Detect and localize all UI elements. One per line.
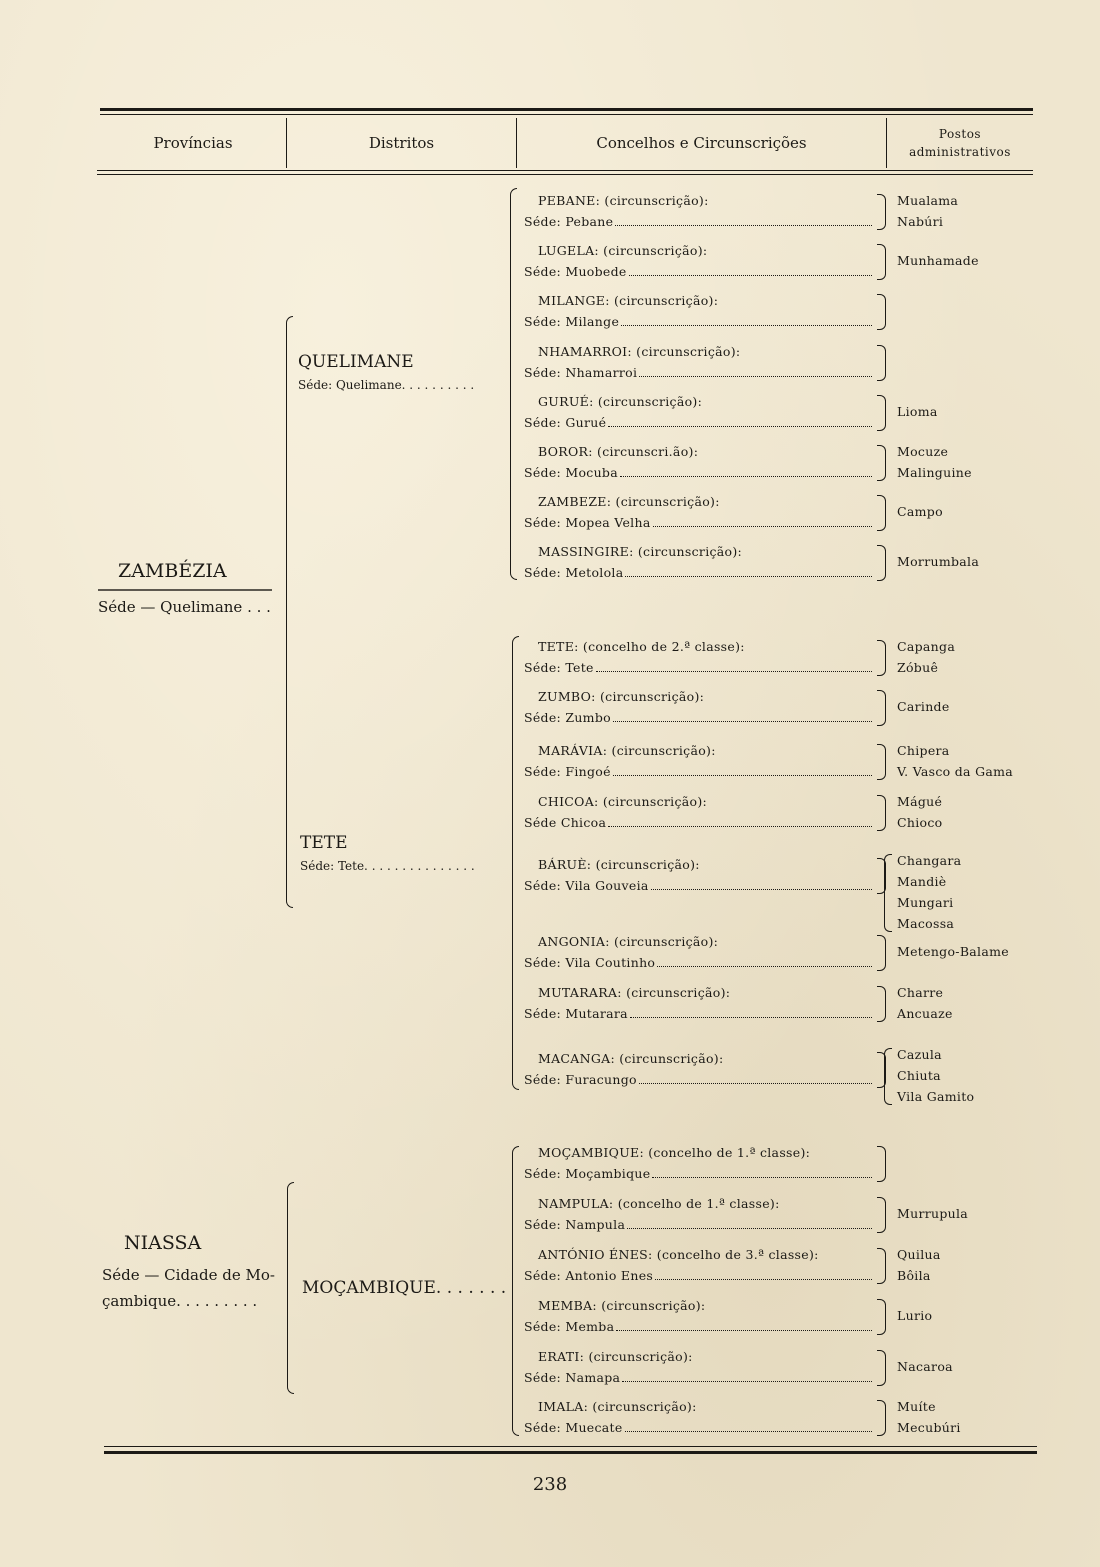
- district-tete-sede: Séde: Tete. . . . . . . . . . . . . . .: [300, 859, 475, 873]
- concelho-title: ZUMBO: (circunscrição):: [538, 689, 705, 704]
- bottom-rule-thin: [104, 1446, 1037, 1447]
- posto-administrativo: Vila Gamito: [897, 1089, 975, 1104]
- concelho-title: IMALA: (circunscrição):: [538, 1399, 697, 1414]
- page-number: 238: [532, 1474, 568, 1495]
- posto-administrativo: Mocuze: [897, 444, 949, 459]
- concelho-entry: [524, 1048, 874, 1090]
- posto-administrativo: Mandiè: [897, 874, 947, 889]
- entry-brace: [877, 986, 886, 1022]
- concelho-title: MARÁVIA: (circunscrição):: [538, 743, 716, 758]
- concelho-entry: [524, 341, 874, 383]
- concelho-entry: [524, 636, 874, 678]
- concelho-sede-line: [524, 875, 874, 896]
- posto-administrativo: Chipera: [897, 743, 950, 758]
- posto-administrativo: Zóbuê: [897, 660, 939, 675]
- concelho-title: BOROR: (circunscri.ão):: [538, 444, 699, 459]
- concelho-sede-line: [524, 462, 874, 483]
- concelho-entry: [524, 541, 874, 583]
- entry-brace: [877, 640, 886, 676]
- concelho-entry: [524, 491, 874, 533]
- concelho-sede: Séde: Metolola: [524, 565, 624, 580]
- entry-brace: [877, 294, 886, 330]
- posto-administrativo: Campo: [897, 504, 943, 519]
- concelho-entry: [524, 854, 874, 896]
- leader-dots: [639, 1069, 872, 1084]
- header-concelhos: Concelhos e Circunscrições: [596, 134, 807, 152]
- concelho-sede-line: [524, 512, 874, 533]
- header-provincias: Províncias: [153, 134, 233, 152]
- concelho-entry: [524, 982, 874, 1024]
- leader-dots: [608, 412, 872, 427]
- header-postos-line2: administrativos: [909, 145, 1011, 159]
- concelho-title: CHICOA: (circunscrição):: [538, 794, 708, 809]
- postos-brace: [884, 1048, 892, 1105]
- concelho-sede-line: [524, 707, 874, 728]
- header-bottom-rule-2: [97, 174, 1033, 175]
- concelho-sede-line: [524, 1265, 874, 1286]
- concelho-title: MILANGE: (circunscrição):: [538, 293, 719, 308]
- entry-brace: [877, 194, 886, 230]
- posto-administrativo: Chioco: [897, 815, 943, 830]
- posto-administrativo: Charre: [897, 985, 944, 1000]
- district-tete-name: TETE: [300, 833, 348, 853]
- concelho-sede: Séde: Milange: [524, 314, 620, 329]
- concelho-sede: Séde: Namapa: [524, 1370, 621, 1385]
- header-divider-2: [516, 118, 517, 168]
- leader-dots: [651, 875, 872, 890]
- province-niassa-sede-line1: Séde — Cidade de Mo-: [102, 1266, 275, 1284]
- concelho-title: TETE: (concelho de 2.ª classe):: [538, 639, 745, 654]
- entry-brace: [877, 395, 886, 431]
- concelho-sede: Séde: Memba: [524, 1319, 615, 1334]
- leader-dots: [596, 657, 872, 672]
- leader-dots: [621, 311, 872, 326]
- top-rule-thin: [100, 114, 1033, 115]
- concelho-title: ANGONIA: (circunscrição):: [538, 934, 719, 949]
- concelho-sede: Séde: Antonio Enes: [524, 1268, 654, 1283]
- posto-administrativo: Nabúri: [897, 214, 944, 229]
- concelho-sede-line: [524, 362, 874, 383]
- posto-administrativo: Mungari: [897, 895, 954, 910]
- concelho-sede-line: [524, 952, 874, 973]
- concelho-sede-line: [524, 1316, 874, 1337]
- header-bottom-rule-1: [97, 170, 1033, 171]
- concelho-sede-line: [524, 1163, 874, 1184]
- concelho-entry: [524, 240, 874, 282]
- concelho-sede-line: [524, 211, 874, 232]
- concelho-sede-line: [524, 761, 874, 782]
- leader-dots: [622, 1367, 872, 1382]
- concelho-sede: Séde: Mutarara: [524, 1006, 628, 1021]
- concelho-entry: [524, 931, 874, 973]
- concelho-title: BÁRUÈ: (circunscrição):: [538, 857, 700, 872]
- concelho-sede: Séde: Nampula: [524, 1217, 626, 1232]
- concelho-sede: Séde: Mopea Velha: [524, 515, 651, 530]
- concelho-title: MACANGA: (circunscrição):: [538, 1051, 724, 1066]
- concelho-entry: [524, 441, 874, 483]
- concelho-sede-line: [524, 812, 874, 833]
- leader-dots: [613, 761, 872, 776]
- concelho-sede-line: [524, 1069, 874, 1090]
- tete-brace: [512, 636, 519, 1090]
- posto-administrativo: Muíte: [897, 1399, 936, 1414]
- concelho-sede: Séde: Nhamarroi: [524, 365, 638, 380]
- concelho-sede: Séde: Muobede: [524, 264, 627, 279]
- concelho-title: GURUÉ: (circunscrição):: [538, 394, 703, 409]
- posto-administrativo: Macossa: [897, 916, 955, 931]
- concelho-sede-line: [524, 1367, 874, 1388]
- entry-brace: [877, 345, 886, 381]
- posto-administrativo: Capanga: [897, 639, 956, 654]
- concelho-entry: [524, 686, 874, 728]
- concelho-sede: Séde: Gurué: [524, 415, 607, 430]
- leader-dots: [616, 1316, 872, 1331]
- posto-administrativo: Changara: [897, 853, 962, 868]
- leader-dots: [629, 261, 872, 276]
- concelho-title: MASSINGIRE: (circunscrição):: [538, 544, 743, 559]
- concelho-sede-line: [524, 657, 874, 678]
- concelho-title: ERATI: (circunscrição):: [538, 1349, 693, 1364]
- concelho-title: NAMPULA: (concelho de 1.ª classe):: [538, 1196, 780, 1211]
- entry-brace: [877, 1400, 886, 1436]
- top-rule-thick: [100, 108, 1033, 111]
- leader-dots: [652, 1163, 872, 1178]
- province-zambezia-sede: Séde — Quelimane . . .: [98, 598, 271, 616]
- postos-brace: [884, 854, 892, 932]
- entry-brace: [877, 545, 886, 581]
- quelimane-brace: [510, 188, 517, 580]
- header-postos: [887, 120, 1033, 166]
- concelho-entry: [524, 391, 874, 433]
- entry-brace: [877, 744, 886, 780]
- header-postos-line1: Postos: [938, 127, 982, 141]
- posto-administrativo: Carinde: [897, 699, 950, 714]
- posto-administrativo: Malinguine: [897, 465, 972, 480]
- header-divider-3: [886, 118, 887, 168]
- province-zambezia: [118, 560, 227, 582]
- leader-dots: [657, 952, 872, 967]
- province-zambezia-name: ZAMBÉZIA: [118, 560, 227, 582]
- leader-dots: [630, 1003, 872, 1018]
- concelho-sede: Séde: Vila Gouveia: [524, 878, 649, 893]
- posto-administrativo: Lurio: [897, 1308, 933, 1323]
- district-mocambique-name: MOÇAMBIQUE. . . . . . .: [302, 1278, 507, 1298]
- entry-brace: [877, 1299, 886, 1335]
- concelho-sede: Séde: Moçambique: [524, 1166, 651, 1181]
- posto-administrativo: V. Vasco da Gama: [897, 764, 1014, 779]
- entry-brace: [877, 795, 886, 831]
- concelho-title: MEMBA: (circunscrição):: [538, 1298, 706, 1313]
- concelho-sede-line: [524, 412, 874, 433]
- zambezia-brace: [286, 316, 293, 908]
- district-quelimane: [298, 352, 474, 392]
- concelho-entry: [524, 791, 874, 833]
- concelho-title: PEBANE: (circunscrição):: [538, 193, 709, 208]
- concelho-entry: [524, 740, 874, 782]
- concelho-sede: Séde: Tete: [524, 660, 594, 675]
- concelho-entry: [524, 1396, 874, 1438]
- posto-administrativo: Mágué: [897, 794, 943, 809]
- mocambique-brace: [512, 1146, 519, 1436]
- posto-administrativo: Nacaroa: [897, 1359, 953, 1374]
- concelho-entry: [524, 1346, 874, 1388]
- concelho-sede-line: [524, 311, 874, 332]
- posto-administrativo: Cazula: [897, 1047, 942, 1062]
- concelho-sede: Séde: Fingoé: [524, 764, 611, 779]
- posto-administrativo: Munhamade: [897, 253, 979, 268]
- concelho-sede: Séde: Pebane: [524, 214, 614, 229]
- posto-administrativo: Lioma: [897, 404, 938, 419]
- zambezia-underline: [98, 589, 272, 591]
- posto-administrativo: Chiuta: [897, 1068, 941, 1083]
- posto-administrativo: Quilua: [897, 1247, 941, 1262]
- province-niassa: NIASSA: [124, 1232, 202, 1254]
- district-quelimane-sede: Séde: Quelimane. . . . . . . . . .: [298, 378, 475, 392]
- leader-dots: [625, 562, 872, 577]
- leader-dots: [625, 1417, 872, 1432]
- entry-brace: [877, 1248, 886, 1284]
- leader-dots: [655, 1265, 872, 1280]
- concelho-sede-line: [524, 1003, 874, 1024]
- posto-administrativo: Metengo-Balame: [897, 944, 1009, 959]
- bottom-rule-thick: [104, 1451, 1037, 1454]
- concelho-title: NHAMARROI: (circunscrição):: [538, 344, 741, 359]
- leader-dots: [620, 462, 872, 477]
- posto-administrativo: Bôila: [897, 1268, 931, 1283]
- concelho-sede: Séde: Furacungo: [524, 1072, 637, 1087]
- posto-administrativo: Murrupula: [897, 1206, 969, 1221]
- concelho-sede-line: [524, 261, 874, 282]
- concelho-entry: [524, 290, 874, 332]
- concelho-title: MOÇAMBIQUE: (concelho de 1.ª classe):: [538, 1145, 811, 1160]
- entry-brace: [877, 935, 886, 971]
- province-niassa-sede-line2: çambique. . . . . . . . .: [102, 1292, 258, 1310]
- concelho-entry: [524, 1193, 874, 1235]
- concelho-sede: Séde: Muecate: [524, 1420, 623, 1435]
- posto-administrativo: Ancuaze: [897, 1006, 953, 1021]
- entry-brace: [877, 690, 886, 726]
- leader-dots: [639, 362, 872, 377]
- posto-administrativo: Mecubúri: [897, 1420, 961, 1435]
- concelho-title: ANTÓNIO ÉNES: (concelho de 3.ª classe):: [538, 1247, 819, 1262]
- leader-dots: [653, 512, 872, 527]
- concelho-title: LUGELA: (circunscrição):: [538, 243, 708, 258]
- concelho-sede-line: [524, 1417, 874, 1438]
- concelho-sede-line: [524, 562, 874, 583]
- entry-brace: [877, 1350, 886, 1386]
- district-mocambique: [302, 1278, 506, 1298]
- entry-brace: [877, 445, 886, 481]
- concelho-title: ZAMBEZE: (circunscrição):: [538, 494, 720, 509]
- district-tete: [300, 833, 475, 873]
- entry-brace: [877, 1146, 886, 1182]
- district-quelimane-name: QUELIMANE: [298, 352, 414, 372]
- concelho-entry: [524, 1295, 874, 1337]
- entry-brace: [877, 1197, 886, 1233]
- concelho-sede-line: [524, 1214, 874, 1235]
- posto-administrativo: Morrumbala: [897, 554, 980, 569]
- entry-brace: [877, 495, 886, 531]
- concelho-entry: [524, 1142, 874, 1184]
- concelho-sede: Séde Chicoa: [524, 815, 607, 830]
- niassa-brace: [287, 1182, 294, 1394]
- leader-dots: [615, 211, 872, 226]
- leader-dots: [627, 1214, 872, 1229]
- entry-brace: [877, 244, 886, 280]
- concelho-sede: Séde: Zumbo: [524, 710, 611, 725]
- posto-administrativo: Mualama: [897, 193, 959, 208]
- concelho-entry: [524, 1244, 874, 1286]
- concelho-sede: Séde: Vila Coutinho: [524, 955, 656, 970]
- concelho-entry: [524, 190, 874, 232]
- leader-dots: [608, 812, 872, 827]
- header-distritos: Distritos: [368, 134, 435, 152]
- leader-dots: [613, 707, 872, 722]
- concelho-title: MUTARARA: (circunscrição):: [538, 985, 731, 1000]
- header-divider-1: [286, 118, 287, 168]
- concelho-sede: Séde: Mocuba: [524, 465, 618, 480]
